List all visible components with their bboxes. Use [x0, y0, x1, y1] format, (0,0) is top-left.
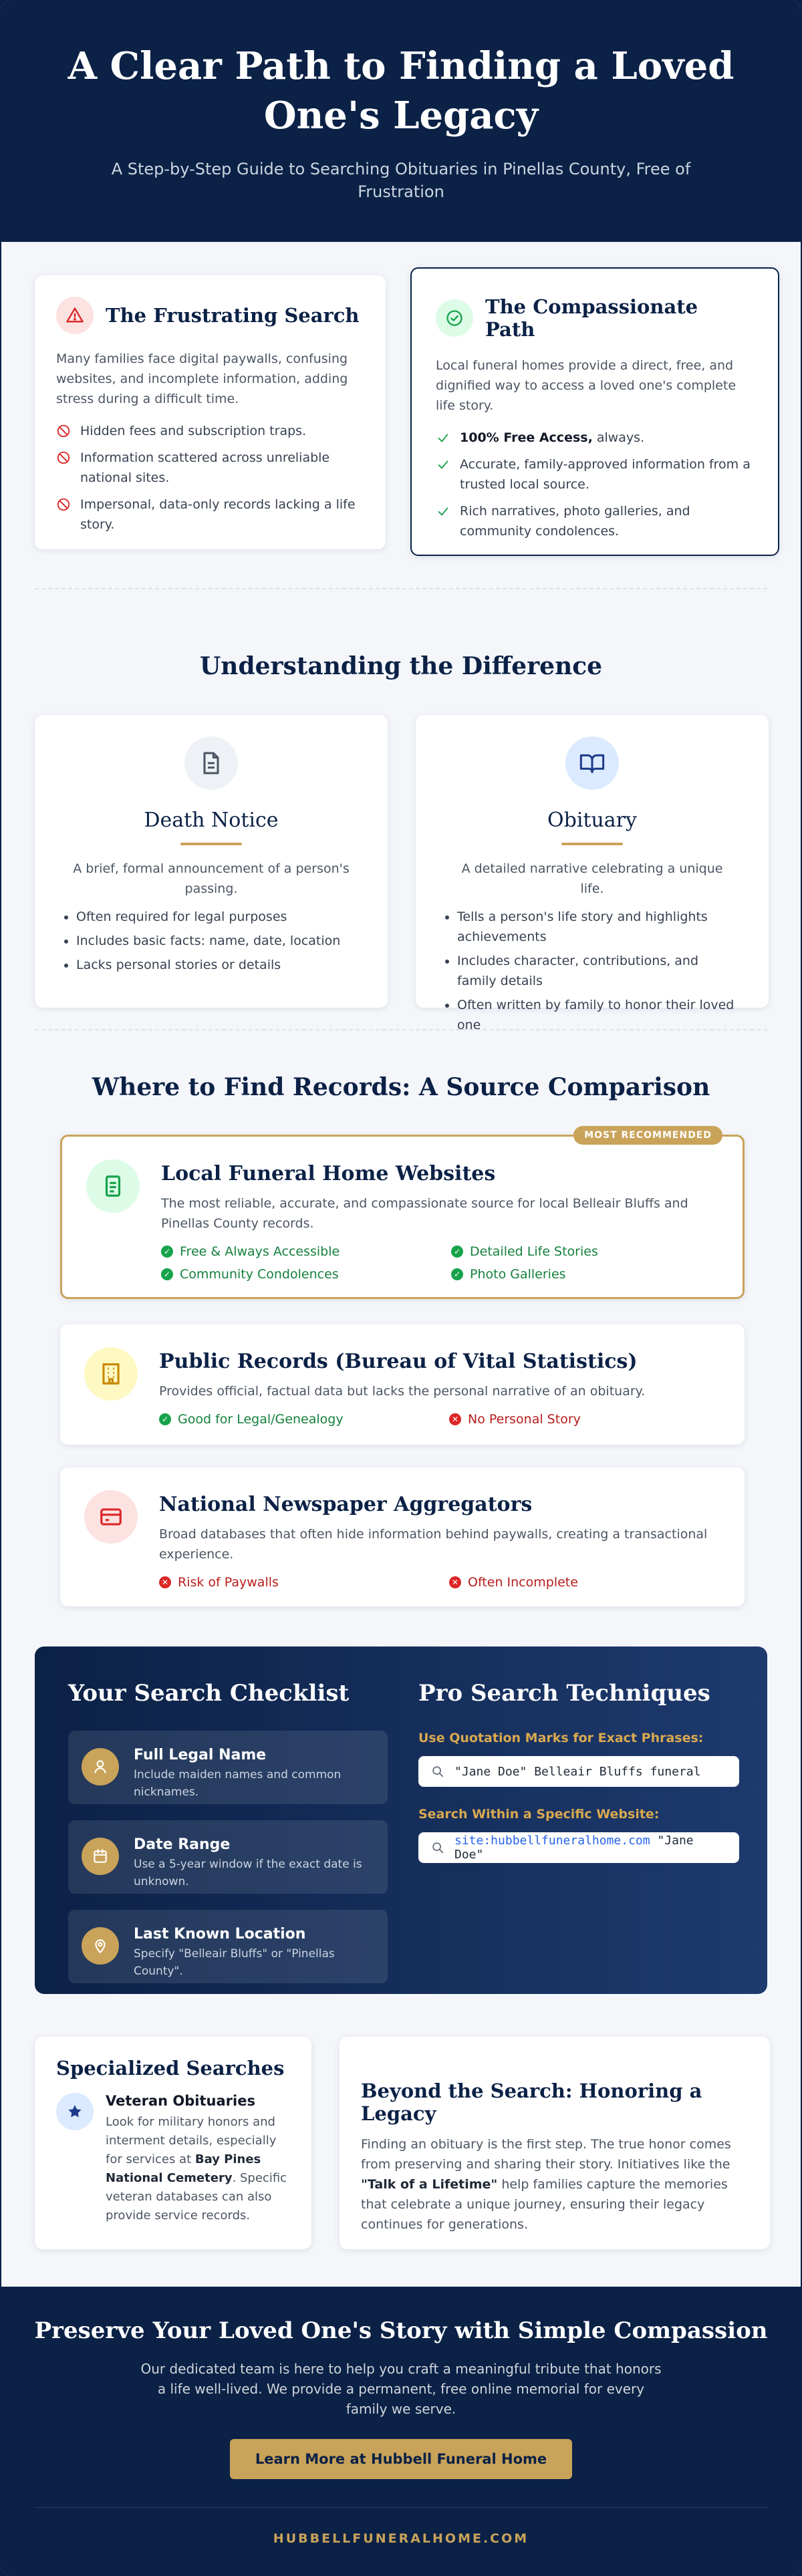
- obituary-title: Obituary: [547, 809, 637, 832]
- frustrating-title: The Frustrating Search: [106, 304, 360, 327]
- search-example-text: "Jane Doe": [454, 1834, 694, 1862]
- technique-label: Use Quotation Marks for Exact Phrases:: [418, 1731, 704, 1745]
- checklist-item: [68, 1731, 388, 1804]
- pro-tag: ✓ Community Condolences: [161, 1267, 451, 1282]
- list-item: • Tells a person's life story and highlights achievements: [457, 907, 738, 947]
- source-comparison-section: [1, 1030, 801, 1647]
- sources-title: Where to Find Records: A Source Comparison: [92, 1073, 710, 1101]
- veteran-desc: Look for military honors and interment details, especially for services at Bay Pines National Cemetery. Specific veteran databases can also provide service records.: [106, 2115, 287, 2223]
- local-desc: The most reliable, accurate, and compassionate source for local Belleair Bluffs and Pinellas County records.: [161, 1196, 688, 1231]
- list-item: • Lacks personal stories or details: [76, 955, 357, 975]
- con-tag: ✕ Risk of Paywalls: [159, 1575, 449, 1590]
- credit-card-icon: [84, 1490, 138, 1544]
- local-title: Local Funeral Home Websites: [161, 1162, 496, 1185]
- star-icon: [56, 2093, 94, 2130]
- newspaper-aggregators-card: [60, 1467, 745, 1606]
- check-badge-icon: ✓: [451, 1268, 463, 1280]
- checklist-item-desc: Use a 5-year window if the exact date is unknown.: [134, 1858, 362, 1888]
- building-icon: [84, 1347, 138, 1401]
- search-icon: [430, 1840, 445, 1855]
- specialized-searches-card: [35, 2037, 311, 2249]
- gold-accent-bar: [561, 843, 623, 845]
- frustrating-search-card: [35, 275, 386, 549]
- obituary-card: [416, 715, 769, 1032]
- difference-section: [1, 589, 801, 1030]
- search-checklist: [68, 1680, 388, 1983]
- site-operator: site:hubbellfuneralhome.com: [454, 1834, 650, 1848]
- specialized-title: Specialized Searches: [56, 2057, 285, 2080]
- obituary-desc: A detailed narrative celebrating a unique life.: [461, 861, 723, 896]
- veteran-title: Veteran Obituaries: [106, 2093, 255, 2109]
- technique-label: Search Within a Specific Website:: [418, 1807, 660, 1822]
- specialized-section: [1, 1994, 801, 2307]
- person-icon: [82, 1748, 119, 1785]
- x-badge-icon: ✕: [159, 1576, 171, 1588]
- search-icon: [430, 1764, 445, 1779]
- checklist-item: [68, 1820, 388, 1894]
- list-item-text: Rich narratives, photo galleries, and community condolences.: [460, 504, 690, 539]
- list-item: [436, 454, 754, 494]
- search-example-box[interactable]: [418, 1832, 739, 1863]
- check-badge-icon: ✓: [161, 1268, 173, 1280]
- checklist-title: Your Search Checklist: [68, 1680, 350, 1707]
- check-circle-icon: [436, 299, 473, 337]
- list-item-text: Impersonal, data-only records lacking a life story.: [80, 497, 356, 532]
- gold-accent-bar: [180, 843, 242, 845]
- pro-search-techniques: [418, 1680, 739, 1863]
- death-notice-card: [35, 715, 388, 1008]
- list-item: [436, 501, 754, 541]
- free-access-bold: 100% Free Access,: [460, 430, 593, 445]
- death-notice-desc: A brief, formal announcement of a person's passing.: [73, 861, 350, 896]
- footer-cta: [1, 2287, 801, 2575]
- list-item: [436, 428, 754, 448]
- beyond-title: Beyond the Search: Honoring a Legacy: [361, 2080, 702, 2125]
- prohibited-icon: [56, 450, 71, 465]
- footer-brand-link[interactable]: HUBBELLFUNERALHOME.COM: [273, 2531, 529, 2546]
- prohibited-icon: [56, 497, 71, 512]
- beyond-desc: Finding an obituary is the first step. The true honor comes from preserving and sharing their story. Initiatives like the "Talk of a Lifetime" help families capture the memories that celebrate a unique journey, ensuring their legacy continues for generations.: [361, 2137, 731, 2232]
- list-item: • Often written by family to honor their loved one: [457, 995, 738, 1035]
- list-item: • Includes basic facts: name, date, location: [76, 931, 357, 951]
- list-item-text: Accurate, family-approved information from a trusted local source.: [460, 457, 751, 492]
- public-desc: Provides official, factual data but lacks the personal narrative of an obituary.: [159, 1384, 646, 1399]
- learn-more-button[interactable]: Learn More at Hubbell Funeral Home: [230, 2439, 572, 2479]
- search-comparison-section: [1, 242, 801, 589]
- list-item-text: Hidden fees and subscription traps.: [80, 424, 307, 438]
- recommended-badge: MOST RECOMMENDED: [573, 1126, 722, 1145]
- public-title: Public Records (Bureau of Vital Statistics): [159, 1350, 638, 1373]
- local-funeral-home-card: [60, 1130, 745, 1299]
- compassionate-title: The Compassionate Path: [485, 295, 698, 341]
- pro-tag: ✓ Detailed Life Stories: [451, 1244, 718, 1259]
- free-access-rest: always.: [592, 430, 645, 445]
- frustrating-desc: Many families face digital paywalls, confusing websites, and incomplete information, adding stress during a difficult time.: [56, 351, 348, 406]
- hero-subtitle: A Step-by-Step Guide to Searching Obituaries in Pinellas County, Free of Frustration: [111, 160, 691, 201]
- beyond-search-card: [340, 2037, 770, 2249]
- difference-title: Understanding the Difference: [199, 652, 603, 680]
- list-item: • Includes character, contributions, and family details: [457, 951, 738, 991]
- list-item: [56, 448, 364, 488]
- checklist-item-desc: Specify "Belleair Bluffs" or "Pinellas County".: [134, 1947, 335, 1978]
- checklist-item-desc: Include maiden names and common nicknames.: [134, 1768, 342, 1799]
- public-records-card: [60, 1324, 745, 1445]
- news-title: National Newspaper Aggregators: [159, 1493, 533, 1516]
- warning-icon: [56, 297, 94, 334]
- pro-tag: ✓ Free & Always Accessible: [161, 1244, 451, 1259]
- list-item: [56, 421, 364, 441]
- document-icon: [86, 1159, 140, 1213]
- check-badge-icon: ✓: [159, 1413, 171, 1425]
- open-book-icon: [565, 736, 619, 790]
- checklist-item-title: Last Known Location: [134, 1926, 306, 1943]
- compassionate-desc: Local funeral homes provide a direct, free, and dignified way to access a loved one's complete life story.: [436, 358, 737, 413]
- calendar-icon: [82, 1838, 119, 1875]
- techniques-title: Pro Search Techniques: [418, 1680, 710, 1707]
- list-item-text: Information scattered across unreliable national sites.: [80, 450, 330, 485]
- list-item: • Often required for legal purposes: [76, 907, 357, 927]
- compassionate-path-card: [410, 267, 779, 556]
- checklist-item-title: Date Range: [134, 1836, 231, 1853]
- pro-tag: ✓ Photo Galleries: [451, 1267, 718, 1282]
- footer-title: Preserve Your Loved One's Story with Simple Compassion: [34, 2317, 768, 2344]
- document-icon: [184, 736, 238, 790]
- news-desc: Broad databases that often hide information behind paywalls, creating a transactional experience.: [159, 1527, 708, 1562]
- x-badge-icon: ✕: [449, 1576, 461, 1588]
- checkmark-icon: [436, 457, 450, 472]
- hero-title: A Clear Path to Finding a Loved One's Legacy: [68, 44, 734, 138]
- con-tag: ✕ No Personal Story: [449, 1412, 716, 1427]
- search-tools-panel: [35, 1647, 767, 1994]
- prohibited-icon: [56, 424, 71, 438]
- search-example-text: "Jane Doe" Belleair Bluffs funeral: [454, 1764, 701, 1779]
- pro-tag: ✓ Good for Legal/Genealogy: [159, 1412, 449, 1427]
- search-example-box[interactable]: [418, 1756, 739, 1787]
- checklist-item: [68, 1910, 388, 1983]
- footer-divider: [35, 2507, 767, 2508]
- check-badge-icon: ✓: [451, 1246, 463, 1258]
- death-notice-title: Death Notice: [144, 809, 279, 832]
- list-item: [56, 494, 364, 535]
- con-tag: ✕ Often Incomplete: [449, 1575, 716, 1590]
- checkmark-icon: [436, 504, 450, 519]
- footer-desc: Our dedicated team is here to help you craft a meaningful tribute that honors a life well-lived. We provide a permanent, free online memorial for every family we serve.: [140, 2361, 662, 2417]
- hero-banner: [1, 1, 801, 242]
- checkmark-icon: [436, 430, 450, 445]
- x-badge-icon: ✕: [449, 1413, 461, 1425]
- checklist-item-title: Full Legal Name: [134, 1747, 267, 1763]
- check-badge-icon: ✓: [161, 1246, 173, 1258]
- location-pin-icon: [82, 1927, 119, 1965]
